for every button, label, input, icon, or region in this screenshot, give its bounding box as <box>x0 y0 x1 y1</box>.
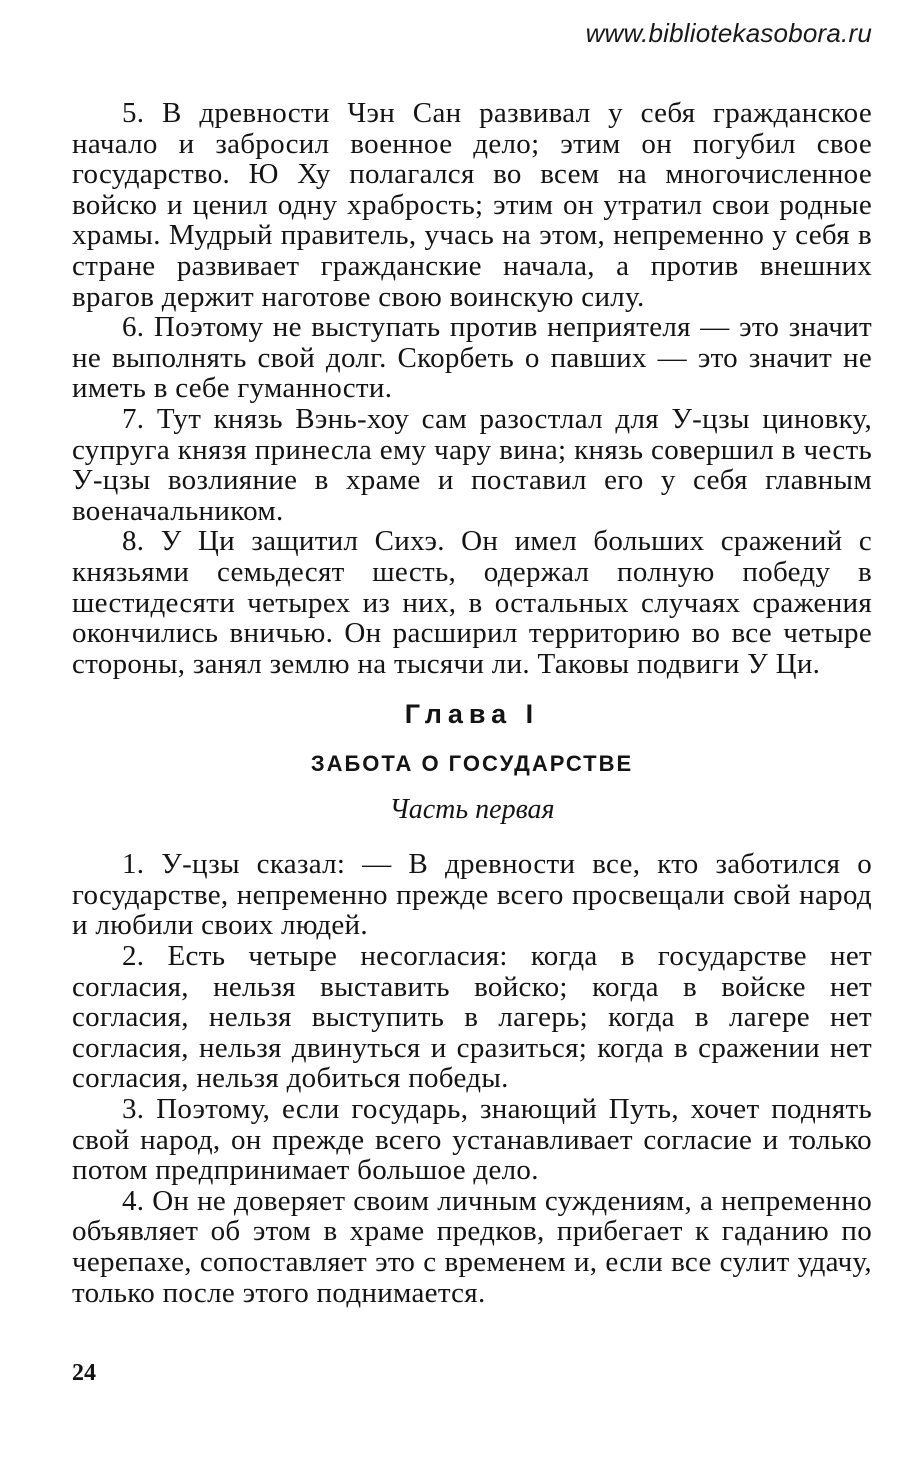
paragraph-3: 3. Поэтому, если государь, знающий Путь, хочет поднять свой народ, он прежде всего устанавливает согласие и только потом предпринимает большое дело. <box>72 1093 872 1187</box>
chapter-label: Глава I <box>404 699 540 730</box>
paragraph-8: 8. У Ци защитил Сихэ. Он имел больших сражений с князьями семьдесят шесть, одержал полную победу в шестидесяти четырех из них, в остальных случаях сражения окончились вничью. Он расширил территорию во все четыре стороны, занял землю на тысячи ли. Таковы подвиги У Ци. <box>72 525 872 680</box>
paragraph-2: 2. Есть четыре несогласия: когда в государстве нет согласия, нельзя выставить войско; когда в войске нет согласия, нельзя выступить в лагерь; когда в лагере нет согласия, нельзя двинуться и сразиться; когда в сражении нет согласия, нельзя добиться победы. <box>72 940 872 1095</box>
paragraph-6: 6. Поэтому не выступать против неприятеля — это значит не выполнять свой долг. Скорбеть о павших — это значит не иметь в себе гуманности. <box>72 311 872 405</box>
chapter-title: ЗАБОТА О ГОСУДАРСТВЕ <box>310 751 634 777</box>
page-body <box>72 98 872 1308</box>
paragraph-1: 1. У-цзы сказал: — В древности все, кто заботился о государстве, непременно прежде всего просвещали свой народ и любили своих людей. <box>72 848 872 942</box>
page-number: 24 <box>72 1360 96 1386</box>
paragraph-5: 5. В древности Чэн Сан развивал у себя гражданское начало и забросил военное дело; этим он погубил свое государство. Ю Ху полагался во всем на многочисленное войско и ценил одну храбрость; этим он утратил свои родные храмы. Мудрый правитель, учась на этом, непременно у себя в стране развивает гражданские начала, а против внешних врагов держит наготове свою воинскую силу. <box>72 97 872 313</box>
watermark-url: www.bibliotekasobora.ru <box>585 18 872 48</box>
paragraph-4: 4. Он не доверяет своим личным суждениям, а непременно объявляет об этом в храме предков, прибегает к гаданию по черепахе, сопоставляет это с временем и, если все сулит удачу, только после этого поднимается. <box>72 1184 872 1309</box>
paragraph-7: 7. Тут князь Вэнь-хоу сам разостлал для У-цзы циновку, супруга князя принесла ему чару вина; князь совершил в честь У-цзы возлияние в храме и поставил его у себя главным военачальником. <box>72 402 872 527</box>
part-title: Часть первая <box>389 794 555 826</box>
